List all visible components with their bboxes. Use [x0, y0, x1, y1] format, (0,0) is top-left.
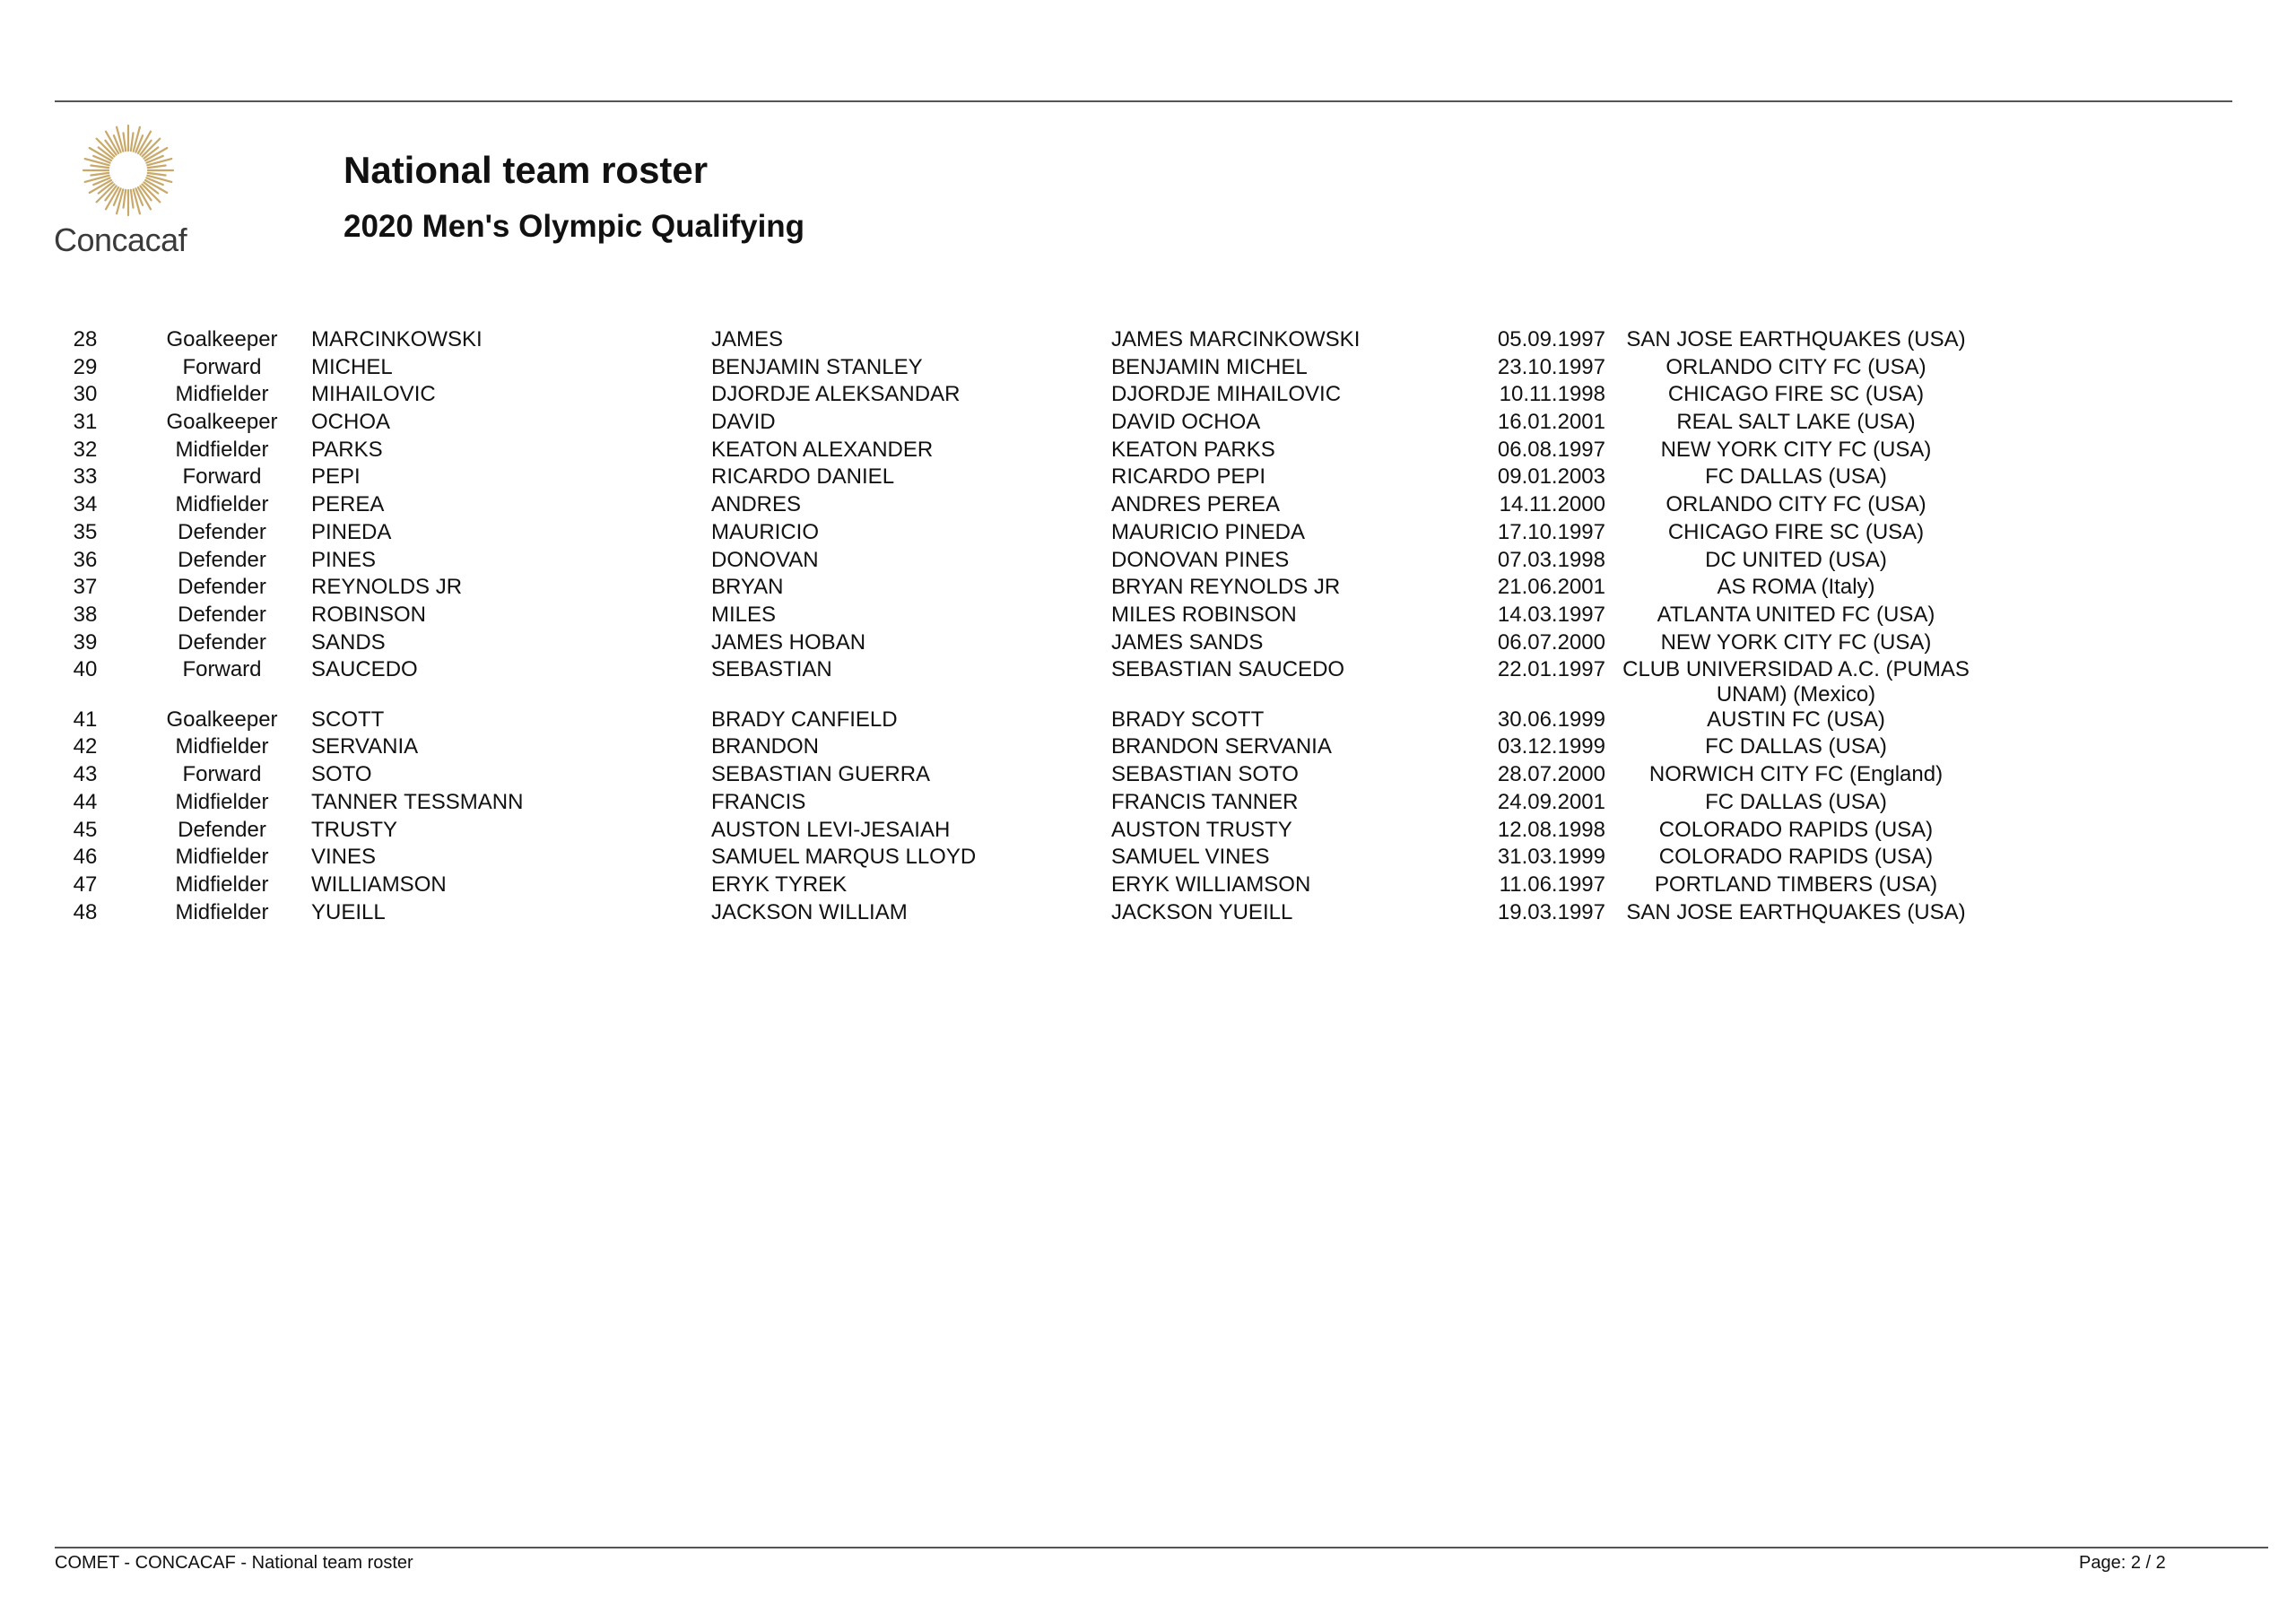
- page-subtitle: 2020 Men's Olympic Qualifying: [344, 209, 805, 244]
- player-birth-date: 23.10.1997: [1497, 354, 1605, 379]
- table-row: [54, 355, 1937, 383]
- player-birth-date: 05.09.1997: [1497, 327, 1605, 351]
- player-last-name: SERVANIA: [311, 734, 419, 759]
- player-birth-date: 21.06.2001: [1497, 575, 1605, 600]
- player-position: Midfielder: [175, 382, 269, 407]
- player-full-name: FRANCIS TANNER: [1111, 789, 1299, 814]
- concacaf-logo: [52, 121, 213, 265]
- table-row: [54, 734, 1937, 762]
- player-last-name: PINES: [311, 547, 377, 572]
- player-birth-date: 03.12.1999: [1497, 734, 1605, 759]
- player-club: CHICAGO FIRE SC (USA): [1667, 519, 1925, 544]
- player-number: 33: [73, 464, 98, 490]
- player-first-name: ERYK TYREK: [711, 872, 848, 897]
- player-last-name: TRUSTY: [311, 817, 397, 842]
- player-club: DC UNITED (USA): [1705, 547, 1887, 572]
- player-first-name: DJORDJE ALEKSANDAR: [711, 382, 961, 407]
- player-full-name: JACKSON YUEILL: [1111, 899, 1293, 924]
- player-position: Forward: [182, 657, 262, 682]
- player-last-name: REYNOLDS JR: [311, 575, 463, 600]
- player-full-name: BRADY SCOTT: [1111, 707, 1265, 732]
- player-last-name: VINES: [311, 845, 377, 870]
- player-number: 30: [73, 382, 98, 407]
- player-birth-date: 14.11.2000: [1499, 492, 1605, 517]
- player-position: Midfielder: [175, 845, 269, 870]
- player-position: Goalkeeper: [166, 327, 278, 351]
- player-last-name: PEPI: [311, 464, 361, 490]
- table-row: [54, 548, 1937, 576]
- player-last-name: MARCINKOWSKI: [311, 327, 483, 351]
- player-last-name: YUEILL: [311, 899, 386, 924]
- player-position: Goalkeeper: [166, 707, 278, 732]
- player-last-name: MICHEL: [311, 354, 393, 379]
- player-last-name: WILLIAMSON: [311, 872, 447, 897]
- player-first-name: MAURICIO: [711, 519, 819, 544]
- player-birth-date: 28.07.2000: [1497, 762, 1605, 787]
- player-club: SAN JOSE EARTHQUAKES (USA): [1626, 327, 1966, 351]
- player-first-name: DONOVAN: [711, 547, 819, 572]
- table-row: [54, 790, 1937, 818]
- player-number: 40: [73, 657, 98, 682]
- player-first-name: KEATON ALEXANDER: [711, 437, 934, 462]
- player-last-name: OCHOA: [311, 410, 391, 435]
- player-number: 47: [73, 872, 98, 897]
- player-last-name: PEREA: [311, 492, 385, 517]
- player-club: FC DALLAS (USA): [1705, 464, 1887, 490]
- player-club: REAL SALT LAKE (USA): [1676, 410, 1916, 435]
- player-last-name: SAUCEDO: [311, 657, 418, 682]
- player-club: CLUB UNIVERSIDAD A.C. (PUMAS UNAM) (Mexico): [1622, 657, 1970, 707]
- player-last-name: SANDS: [311, 629, 386, 655]
- player-first-name: BENJAMIN STANLEY: [711, 354, 923, 379]
- player-last-name: PINEDA: [311, 519, 392, 544]
- player-first-name: JAMES: [711, 327, 784, 351]
- player-club: NEW YORK CITY FC (USA): [1660, 629, 1932, 655]
- sunburst-icon: [79, 121, 178, 220]
- page-title: National team roster: [344, 149, 709, 191]
- player-number: 38: [73, 602, 98, 627]
- player-birth-date: 09.01.2003: [1497, 464, 1605, 490]
- player-birth-date: 31.03.1999: [1497, 845, 1605, 870]
- player-first-name: BRANDON: [711, 734, 820, 759]
- player-full-name: RICARDO PEPI: [1111, 464, 1266, 490]
- table-row: [54, 575, 1937, 603]
- table-row: [54, 630, 1937, 658]
- table-row: [54, 382, 1937, 410]
- player-number: 44: [73, 789, 98, 814]
- player-number: 36: [73, 547, 98, 572]
- table-row: [54, 657, 1970, 707]
- player-full-name: JAMES SANDS: [1111, 629, 1264, 655]
- player-full-name: BENJAMIN MICHEL: [1111, 354, 1308, 379]
- player-number: 42: [73, 734, 98, 759]
- player-first-name: JACKSON WILLIAM: [711, 899, 908, 924]
- player-number: 35: [73, 519, 98, 544]
- player-number: 46: [73, 845, 98, 870]
- player-number: 34: [73, 492, 98, 517]
- player-first-name: AUSTON LEVI-JESAIAH: [711, 817, 951, 842]
- player-first-name: JAMES HOBAN: [711, 629, 866, 655]
- player-position: Defender: [178, 602, 266, 627]
- player-number: 32: [73, 437, 98, 462]
- player-position: Forward: [182, 762, 262, 787]
- table-row: [54, 603, 1937, 630]
- footer-divider: [55, 1547, 2268, 1548]
- player-number: 45: [73, 817, 98, 842]
- roster-table: [54, 327, 1970, 927]
- player-position: Midfielder: [175, 492, 269, 517]
- player-full-name: SAMUEL VINES: [1111, 845, 1270, 870]
- player-full-name: DONOVAN PINES: [1111, 547, 1290, 572]
- player-birth-date: 10.11.1998: [1499, 382, 1605, 407]
- player-first-name: DAVID: [711, 410, 776, 435]
- player-birth-date: 19.03.1997: [1497, 899, 1605, 924]
- top-divider: [55, 100, 2232, 102]
- player-position: Defender: [178, 629, 266, 655]
- player-first-name: ANDRES: [711, 492, 802, 517]
- table-row: [54, 845, 1937, 872]
- player-last-name: TANNER TESSMANN: [311, 789, 524, 814]
- player-club: AS ROMA (Italy): [1717, 575, 1875, 600]
- player-birth-date: 30.06.1999: [1497, 707, 1605, 732]
- player-birth-date: 06.07.2000: [1497, 629, 1605, 655]
- player-full-name: BRANDON SERVANIA: [1111, 734, 1332, 759]
- player-position: Midfielder: [175, 899, 269, 924]
- player-last-name: ROBINSON: [311, 602, 427, 627]
- table-row: [54, 492, 1937, 520]
- player-club: NEW YORK CITY FC (USA): [1660, 437, 1932, 462]
- player-position: Defender: [178, 547, 266, 572]
- table-row: [54, 438, 1937, 465]
- table-row: [54, 762, 1944, 790]
- table-row: [54, 707, 1937, 735]
- player-position: Midfielder: [175, 734, 269, 759]
- player-first-name: SAMUEL MARQUS LLOYD: [711, 845, 977, 870]
- player-position: Defender: [178, 817, 266, 842]
- player-club: CHICAGO FIRE SC (USA): [1667, 382, 1925, 407]
- player-last-name: PARKS: [311, 437, 383, 462]
- player-last-name: MIHAILOVIC: [311, 382, 436, 407]
- table-row: [54, 410, 1937, 438]
- player-club: AUSTIN FC (USA): [1707, 707, 1885, 732]
- player-number: 43: [73, 762, 98, 787]
- player-number: 29: [73, 354, 98, 379]
- player-first-name: MILES: [711, 602, 777, 627]
- player-birth-date: 11.06.1997: [1499, 872, 1605, 897]
- player-full-name: AUSTON TRUSTY: [1111, 817, 1292, 842]
- player-first-name: RICARDO DANIEL: [711, 464, 895, 490]
- player-full-name: DJORDJE MIHAILOVIC: [1111, 382, 1342, 407]
- player-first-name: SEBASTIAN: [711, 657, 832, 682]
- player-first-name: FRANCIS: [711, 789, 806, 814]
- player-number: 28: [73, 327, 98, 351]
- player-club: COLORADO RAPIDS (USA): [1658, 817, 1934, 842]
- player-club: ORLANDO CITY FC (USA): [1665, 354, 1926, 379]
- player-club: ATLANTA UNITED FC (USA): [1657, 602, 1935, 627]
- player-birth-date: 14.03.1997: [1497, 602, 1605, 627]
- table-row: [54, 818, 1937, 846]
- player-birth-date: 17.10.1997: [1497, 519, 1605, 544]
- player-full-name: JAMES MARCINKOWSKI: [1111, 327, 1361, 351]
- player-full-name: BRYAN REYNOLDS JR: [1111, 575, 1341, 600]
- player-full-name: DAVID OCHOA: [1111, 410, 1261, 435]
- player-club: FC DALLAS (USA): [1705, 789, 1887, 814]
- player-number: 39: [73, 629, 98, 655]
- table-row: [54, 327, 1966, 355]
- player-full-name: SEBASTIAN SOTO: [1111, 762, 1299, 787]
- footer-document-label: COMET - CONCACAF - National team roster: [55, 1553, 413, 1573]
- player-club: ORLANDO CITY FC (USA): [1665, 492, 1926, 517]
- player-club: COLORADO RAPIDS (USA): [1658, 845, 1934, 870]
- player-full-name: KEATON PARKS: [1111, 437, 1275, 462]
- table-row: [54, 872, 1937, 900]
- table-row: [54, 464, 1937, 492]
- player-position: Defender: [178, 519, 266, 544]
- player-position: Goalkeeper: [166, 410, 278, 435]
- player-full-name: ANDRES PEREA: [1111, 492, 1281, 517]
- player-number: 31: [73, 410, 98, 435]
- player-position: Defender: [178, 575, 266, 600]
- logo-wordmark: Concacaf: [54, 221, 187, 258]
- player-birth-date: 06.08.1997: [1497, 437, 1605, 462]
- player-full-name: ERYK WILLIAMSON: [1111, 872, 1311, 897]
- table-row: [54, 899, 1966, 928]
- player-last-name: SCOTT: [311, 707, 385, 732]
- player-last-name: SOTO: [311, 762, 372, 787]
- player-birth-date: 22.01.1997: [1497, 657, 1605, 682]
- player-birth-date: 12.08.1998: [1497, 817, 1605, 842]
- player-first-name: SEBASTIAN GUERRA: [711, 762, 931, 787]
- player-birth-date: 07.03.1998: [1497, 547, 1605, 572]
- table-row: [54, 520, 1937, 548]
- player-first-name: BRADY CANFIELD: [711, 707, 898, 732]
- player-position: Midfielder: [175, 872, 269, 897]
- footer-page-number: Page: 2 / 2: [2079, 1553, 2166, 1573]
- player-club: FC DALLAS (USA): [1705, 734, 1887, 759]
- player-full-name: SEBASTIAN SAUCEDO: [1111, 657, 1345, 682]
- player-birth-date: 16.01.2001: [1497, 410, 1605, 435]
- player-number: 41: [73, 707, 98, 732]
- player-full-name: MILES ROBINSON: [1111, 602, 1297, 627]
- player-first-name: BRYAN: [711, 575, 784, 600]
- player-birth-date: 24.09.2001: [1497, 789, 1605, 814]
- player-number: 37: [73, 575, 98, 600]
- player-club: NORWICH CITY FC (England): [1648, 762, 1944, 787]
- player-club: PORTLAND TIMBERS (USA): [1654, 872, 1938, 897]
- player-full-name: MAURICIO PINEDA: [1111, 519, 1306, 544]
- player-position: Forward: [182, 464, 262, 490]
- player-position: Midfielder: [175, 437, 269, 462]
- player-position: Midfielder: [175, 789, 269, 814]
- player-club: SAN JOSE EARTHQUAKES (USA): [1626, 899, 1966, 924]
- player-number: 48: [73, 899, 98, 924]
- player-position: Forward: [182, 354, 262, 379]
